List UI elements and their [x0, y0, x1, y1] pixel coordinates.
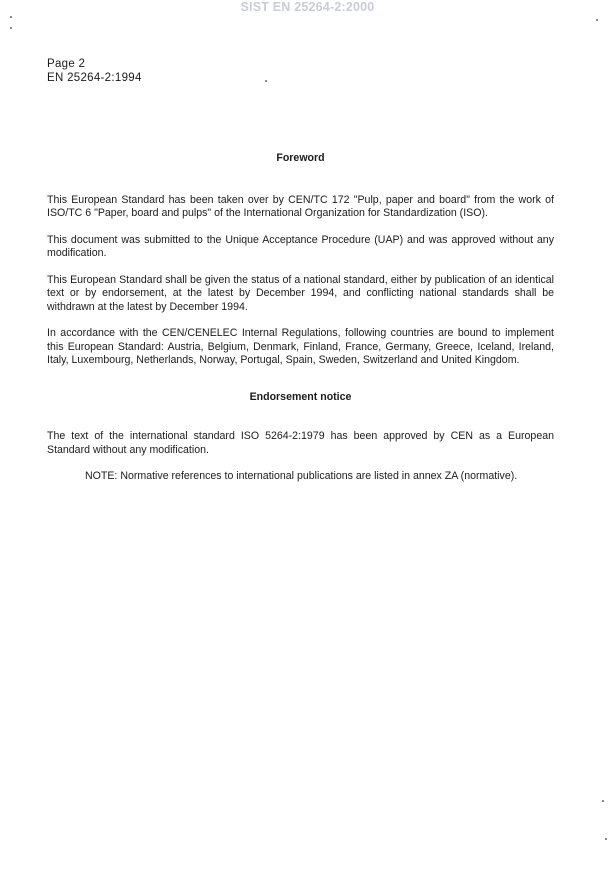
document-body: [47, 152, 554, 497]
endorsement-heading: Endorsement notice: [249, 390, 352, 403]
endorsement-note: NOTE: Normative references to international publications are listed in annex ZA (normative).: [85, 470, 518, 482]
scan-speck: [602, 800, 604, 802]
foreword-paragraph-2: This document was submitted to the Unique Acceptance Procedure (UAP) and was approved without any modification.: [47, 233, 554, 259]
watermark-title: SIST EN 25264-2:2000: [240, 0, 375, 14]
page-header: [47, 57, 142, 85]
scan-speck: [10, 16, 12, 18]
scan-speck: [596, 19, 598, 21]
scan-speck: [10, 27, 12, 29]
scan-speck: [605, 838, 607, 840]
endorsement-text: The text of the international standard ISO 5264-2:1979 has been approved by CEN as a European Standard without any modification.: [47, 430, 554, 456]
document-id: EN 25264-2:1994: [47, 72, 142, 84]
foreword-paragraph-3: This European Standard shall be given the status of a national standard, either by publication of an identical text or by endorsement, at the latest by December 1994, and conflicting national standards shall be withdrawn at the latest by December 1994.: [47, 273, 554, 313]
page-number: Page 2: [47, 58, 86, 70]
foreword-paragraph-4: In accordance with the CEN/CENELEC Internal Regulations, following countries are bound to implement this European Standard: Austria, Belgium, Denmark, Finland, France, Germany, Greece, Iceland, Ireland, Italy, Luxembourg, Netherlands, Norway, Portugal, Spain, Sweden, Switzerland and United Kingdom.: [47, 327, 554, 366]
scan-speck: [265, 80, 267, 82]
foreword-paragraph-1: This European Standard has been taken over by CEN/TC 172 "Pulp, paper and board" from the work of ISO/TC 6 "Paper, board and pulps" of the International Organization for Standardization (ISO).: [47, 193, 554, 219]
foreword-heading: Foreword: [276, 152, 325, 164]
